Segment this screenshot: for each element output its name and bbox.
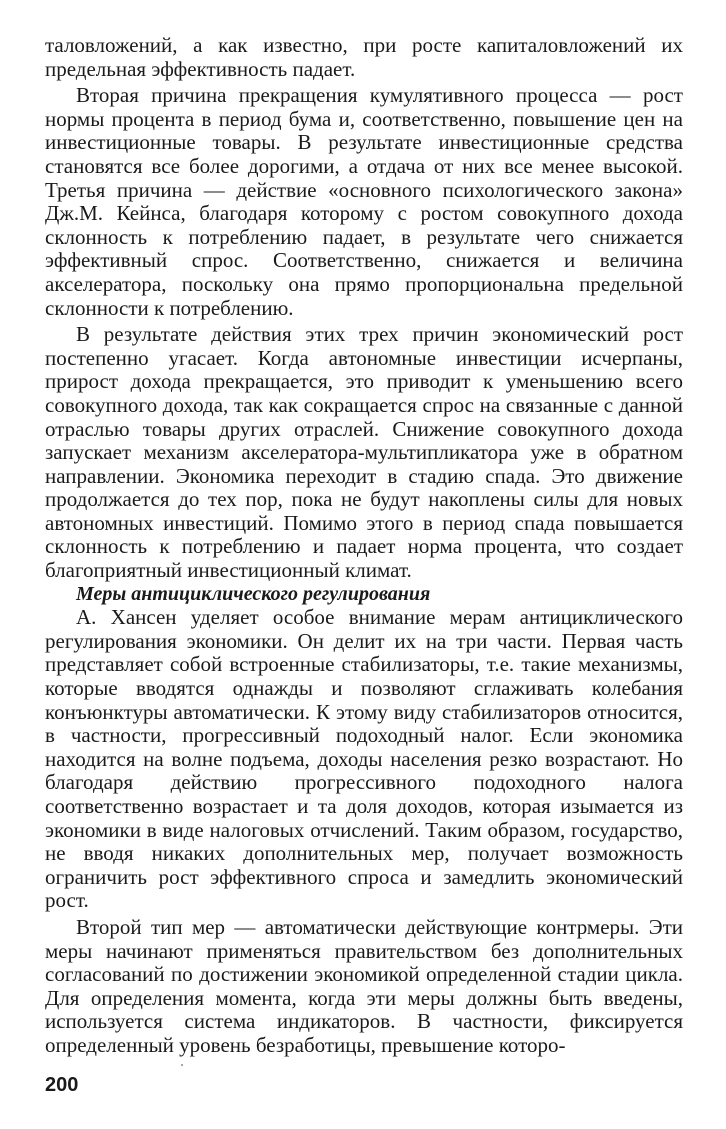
paragraph-second-cause: Вторая причина прекращения кумулятивного процесса — рост нормы процента в период бума и, соответственно, повышение цен на инвестиционные товары. В результате инвестиционные средства становятся все более дорогими, а отдача от них все менее высокой. Третья причина — действие «основного психологического закона» Дж.М. Кейнса, благодаря которому с ростом совокупного дохода склонность к потреблению падает, в результате чего снижается эффективный спрос. Соответственно, снижается и величина акселератора, поскольку она прямо пропорциональна предельной склонности к потреблению.: [45, 83, 683, 320]
paragraph-growth-decline: В результате действия этих трех причин экономический рост постепенно угасает. Когда автономные инвестиции исчерпаны, прирост дохода прекращается, это приводит к уменьшению всего совокупного дохода, так как сокращается спрос на связанные с данной отраслью товары других отраслей. Снижение совокупного дохода запускает механизм акселератора-мультипликатора уже в обратном направлении. Экономика переходит в стадию спада. Это движение продолжается до тех пор, пока не будут накоплены силы для новых автономных инвестиций. Помимо этого в период спада повышается склонность к потреблению и падает норма процента, что создает благоприятный инвестиционный климат.: [45, 322, 683, 583]
paragraph-countermeasures: Второй тип мер — автоматически действующие контрмеры. Эти меры начинают применяться правительством без дополнительных согласований по достижении экономикой определенной стадии цикла. Для определения момента, когда эти меры должны быть введены, используется система индикаторов. В частности, фиксируется определенный уровень безработицы, превышение которо-: [45, 914, 683, 1057]
page-body: [45, 34, 683, 1058]
page-number: 200: [45, 1074, 79, 1096]
section-heading: Меры антициклического регулирования: [76, 582, 431, 605]
paragraph-stabilizers: А. Хансен уделяет особое внимание мерам антициклического регулирования экономики. Он делит их на три части. Первая часть представляет собой встроенные стабилизаторы, т.е. такие механизмы, которые вводятся однажды и позволяют сглаживать колебания конъюнктуры автоматически. К этому виду стабилизаторов относится, в частности, прогрессивный подоходный налог. Если экономика находится на волне подъема, доходы населения резко возрастают. Но благодаря действию прогрессивного подоходного налога соответственно возрастает и та доля доходов, которая изымается из экономики в виде налоговых отчислений. Таким образом, государство, не вводя никаких дополнительных мер, получает возможность ограничить рост эффективного спроса и замедлить экономический рост.: [45, 605, 683, 913]
paragraph-continuation: таловложений, а как известно, при росте капиталовложений их предельная эффективность падает.: [45, 33, 683, 81]
scan-speck: [181, 1064, 183, 1066]
